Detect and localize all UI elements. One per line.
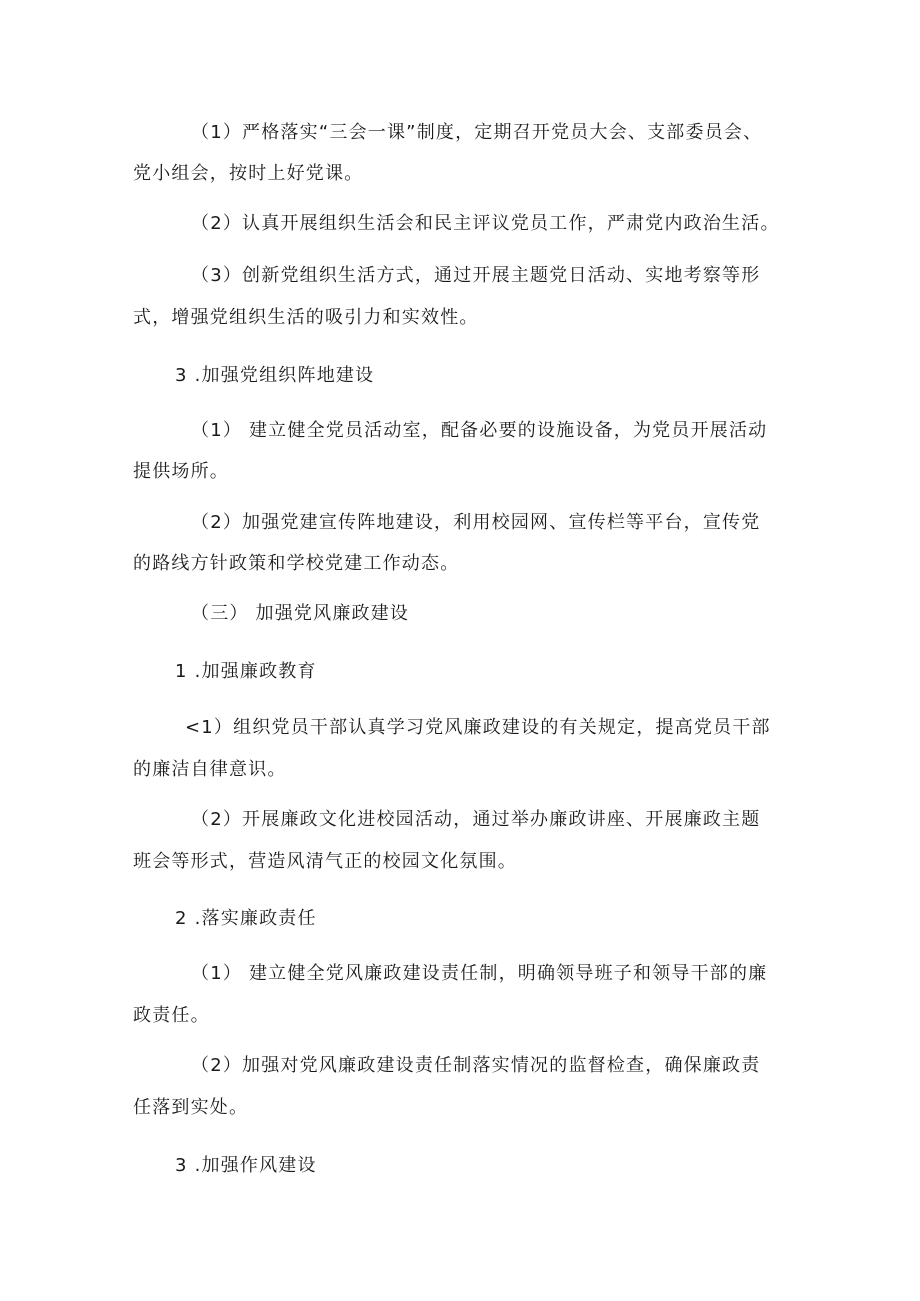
paragraph-5-line-1: （2）加强党建宣传阵地建设，利用校园网、宣传栏等平台，宣传党	[191, 512, 761, 533]
section-heading-3-positions: 3 .加强党组织阵地建设	[175, 365, 375, 386]
paragraph-3-line-1: （3）创新党组织生活方式，通过开展主题党日活动、实地考察等形	[191, 265, 761, 286]
paragraph-2-line-1: （2）认真开展组织生活会和民主评议党员工作，严肃党内政治生活。	[191, 213, 780, 234]
paragraph-7-line-2: 班会等形式，营造风清气正的校园文化氛围。	[133, 851, 517, 872]
section-heading-3-style: 3 .加强作风建设	[175, 1155, 317, 1176]
paragraph-4-line-2: 提供场所。	[133, 461, 229, 482]
paragraph-8-line-2: 政责任。	[133, 1005, 210, 1026]
paragraph-8-line-1: （1） 建立健全党风廉政建设责任制，明确领导班子和领导干部的廉	[191, 963, 768, 984]
paragraph-1-line-2: 党小组会，按时上好党课。	[133, 163, 364, 184]
section-heading-1-education: 1 .加强廉政教育	[175, 661, 317, 682]
paragraph-7-line-1: （2）开展廉政文化进校园活动，通过举办廉政讲座、开展廉政主题	[191, 809, 761, 830]
paragraph-4-line-1: （1） 建立健全党员活动室，配备必要的设施设备，为党员开展活动	[191, 420, 768, 441]
paragraph-1-line-1: （1）严格落实“三会一课”制度，定期召开党员大会、支部委员会、	[191, 122, 763, 143]
section-heading-three: （三） 加强党风廉政建设	[191, 603, 410, 624]
section-heading-2-responsibility: 2 .落实廉政责任	[175, 908, 317, 929]
paragraph-5-line-2: 的路线方针政策和学校党建工作动态。	[133, 553, 460, 574]
paragraph-6-line-1: <1）组织党员干部认真学习党风廉政建设的有关规定，提高党员干部	[185, 717, 771, 738]
paragraph-9-line-2: 任落到实处。	[133, 1097, 249, 1118]
paragraph-6-line-2: 的廉洁自律意识。	[133, 759, 287, 780]
paragraph-9-line-1: （2）加强对党风廉政建设责任制落实情况的监督检查，确保廉政责	[191, 1055, 761, 1076]
paragraph-3-line-2: 式，增强党组织生活的吸引力和实效性。	[133, 307, 479, 328]
